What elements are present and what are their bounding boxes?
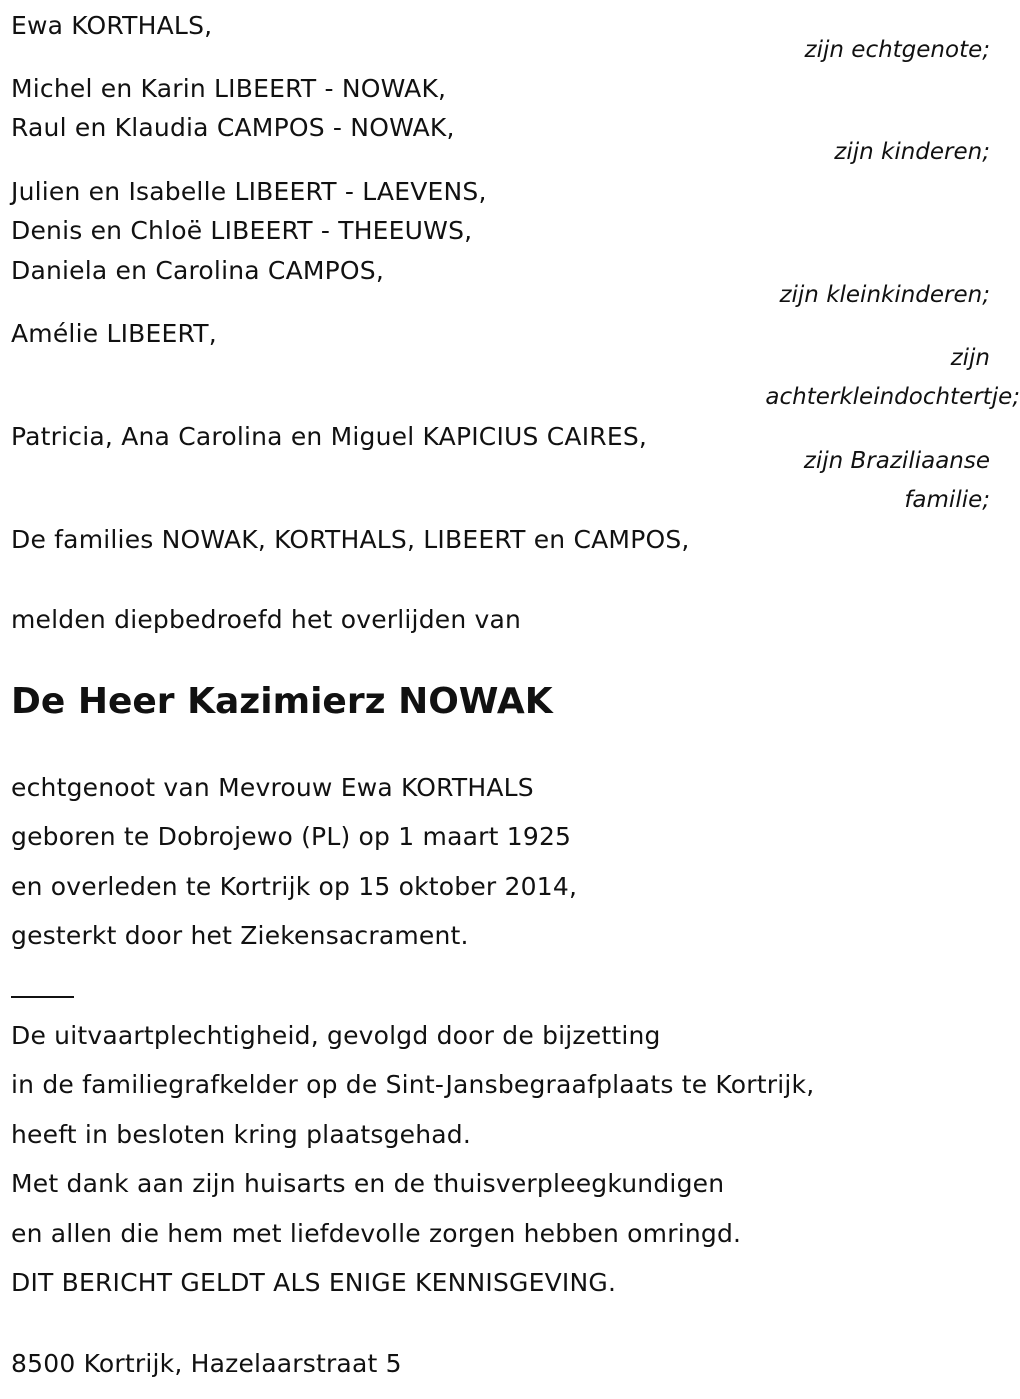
family-name-line: Denis en Chloë LIBEERT - THEEUWS, [11, 216, 473, 245]
ceremony-line: De uitvaartplechtigheid, gevolgd door de bijzetting [11, 1021, 661, 1050]
relation-label: zijn echtgenote; [804, 37, 990, 63]
family-name-line: Daniela en Carolina CAMPOS, [11, 256, 385, 285]
detail-line: echtgenoot van Mevrouw Ewa KORTHALS [11, 773, 534, 802]
ceremony-line: in de familiegrafkelder op de Sint-Jansbegraafplaats te Kortrijk, [11, 1070, 815, 1099]
family-name-line: Patricia, Ana Carolina en Miguel KAPICIUS CAIRES, [11, 422, 648, 451]
family-name-line: Julien en Isabelle LIBEERT - LAEVENS, [11, 177, 487, 206]
detail-line: gesterkt door het Ziekensacrament. [11, 921, 469, 950]
family-name-line: Amélie LIBEERT, [11, 319, 217, 348]
ceremony-line: en allen die hem met liefdevolle zorgen hebben omringd. [11, 1219, 742, 1248]
family-name-line: Raul en Klaudia CAMPOS - NOWAK, [11, 113, 455, 142]
relation-label: zijn kleinkinderen; [779, 282, 990, 308]
family-name-line: De families NOWAK, KORTHALS, LIBEERT en CAMPOS, [11, 525, 690, 554]
ceremony-line: Met dank aan zijn huisarts en de thuisverpleegkundigen [11, 1169, 725, 1198]
announcement: melden diepbedroefd het overlijden van [11, 605, 522, 634]
relation-label: familie; [904, 487, 990, 513]
separator-line [11, 996, 74, 998]
relation-label: zijn kinderen; [834, 139, 990, 165]
relation-label: achterkleindochtertje; [765, 384, 1020, 410]
address: 8500 Kortrijk, Hazelaarstraat 5 [11, 1349, 402, 1378]
relation-label: zijn [950, 345, 990, 371]
detail-line: en overleden te Kortrijk op 15 oktober 2014, [11, 872, 578, 901]
family-name-line: Ewa KORTHALS, [11, 11, 213, 40]
deceased-name: De Heer Kazimierz NOWAK [11, 681, 553, 722]
ceremony-line: DIT BERICHT GELDT ALS ENIGE KENNISGEVING. [11, 1268, 617, 1297]
family-name-line: Michel en Karin LIBEERT - NOWAK, [11, 74, 447, 103]
relation-label: zijn Braziliaanse [803, 448, 990, 474]
detail-line: geboren te Dobrojewo (PL) op 1 maart 1925 [11, 822, 572, 851]
ceremony-line: heeft in besloten kring plaatsgehad. [11, 1120, 472, 1149]
